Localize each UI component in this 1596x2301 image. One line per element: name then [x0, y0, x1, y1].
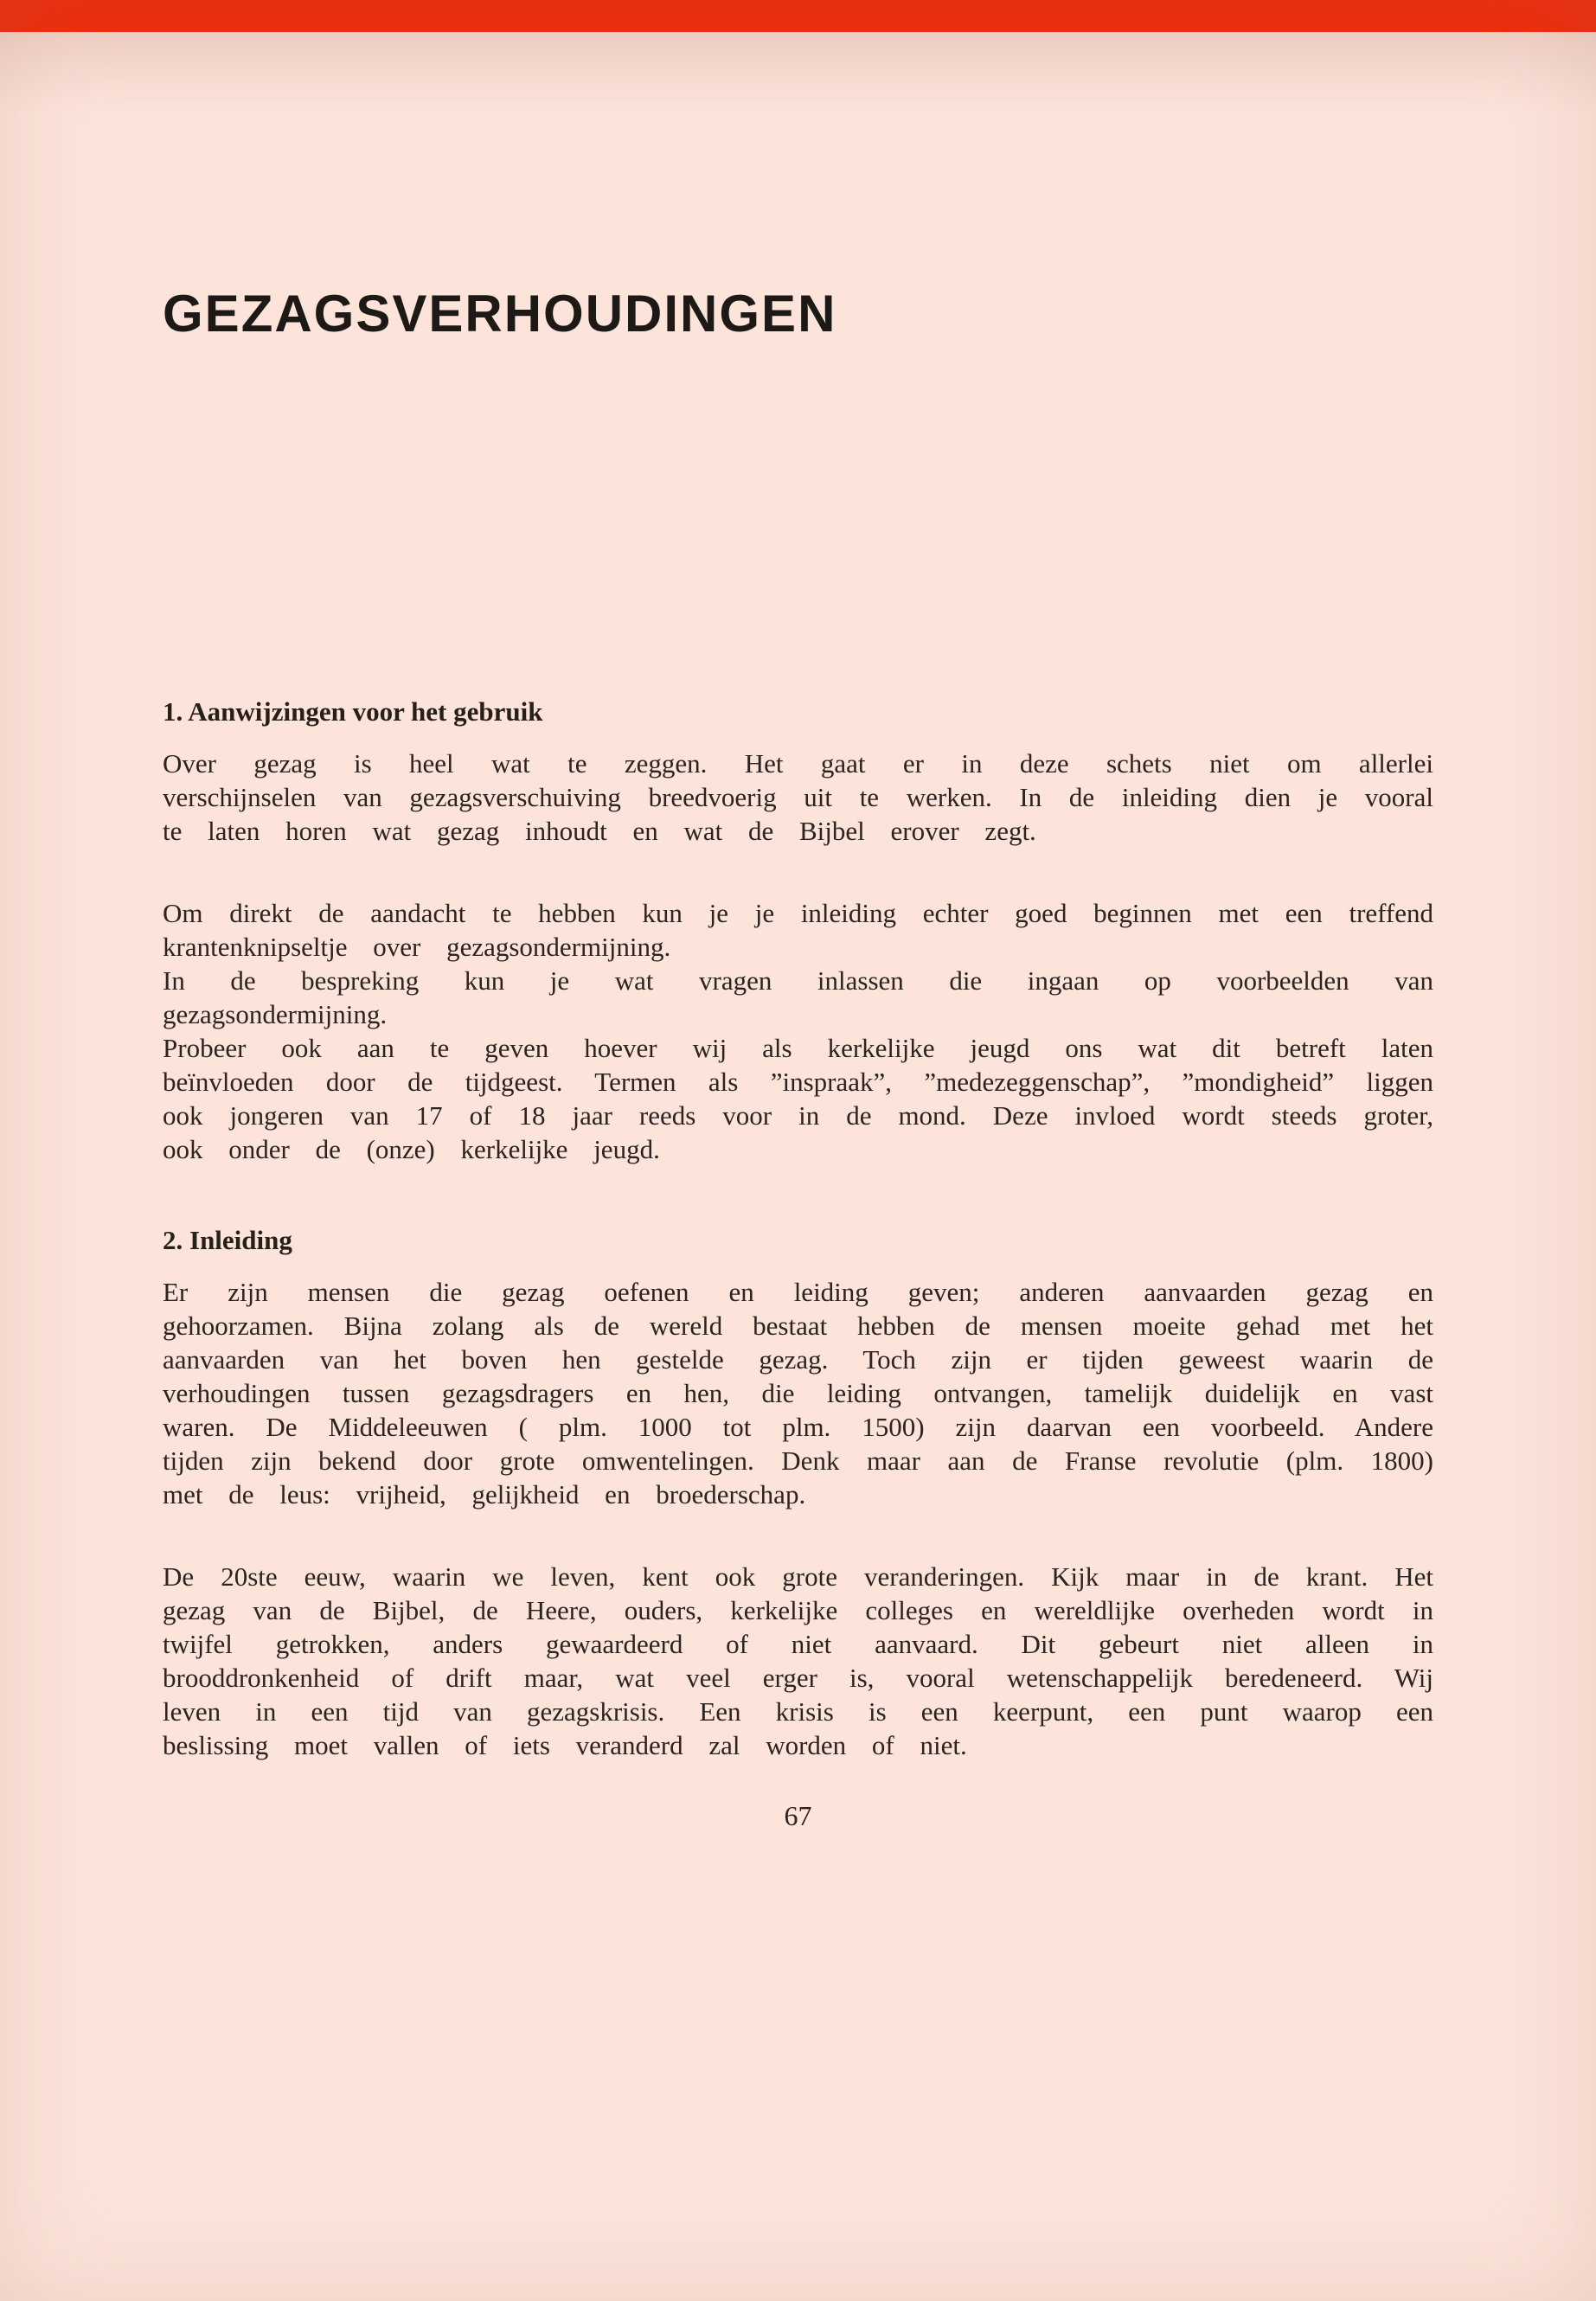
section-inleiding: [163, 1225, 1433, 1762]
section2-heading: 2. Inleiding: [163, 1225, 292, 1255]
section2-paragraph-2: De 20ste eeuw, waarin we leven, kent ook grote veranderingen. Kijk maar in de krant. Het gezag van de Bijbel, de Heere, ouders, kerkelijke colleges en wereldlijke overheden wordt in twijfel getrokken, anders gewaardeerd of niet aanvaard. Dit gebeurt niet alleen in brooddronkenheid of drift maar, wat veel erger is, vooral wetenschappelijk beredeneerd. Wij leven in een tijd van gezagskrisis. Een krisis is een keerpunt, een punt waarop een beslissing moet vallen of iets veranderd zal worden of niet.: [163, 1561, 1433, 1760]
section1-paragraph-2c: Probeer ook aan te geven hoever wij als kerkelijke jeugd ons wat dit betreft laten beïnvloeden door de tijdgeest. Termen als ”inspraak”, ”medezeggenschap”, ”mondigheid” liggen ook jongeren van 17 of 18 jaar reeds voor in de mond. Deze invloed wordt steeds groter, ook onder de (onze) kerkelijke jeugd.: [163, 1033, 1433, 1164]
page-number: 67: [784, 1800, 812, 1831]
page-title: GEZAGSVERHOUDINGEN: [163, 285, 837, 343]
section1-paragraph-2a: Om direkt de aandacht te hebben kun je je inleiding echter goed beginnen met een treffend krantenknipseltje over gezagsondermijning.: [163, 898, 1433, 962]
section1-paragraph-2b: In de bespreking kun je wat vragen inlassen die ingaan op voorbeelden van gezagsondermijning.: [163, 965, 1433, 1029]
section-aanwijzingen: [163, 696, 1433, 1166]
section1-paragraph-1: Over gezag is heel wat te zeggen. Het gaat er in deze schets niet om allerlei verschijnselen van gezagsverschuiving breedvoerig uit te werken. In de inleiding dien je vooral te laten horen wat gezag inhoudt en wat de Bijbel erover zegt.: [163, 748, 1433, 846]
section2-paragraph-1: Er zijn mensen die gezag oefenen en leiding geven; anderen aanvaarden gezag en gehoorzamen. Bijna zolang als de wereld bestaat hebben de mensen moeite gehad met het aanvaarden van het boven hen gestelde gezag. Toch zijn er tijden geweest waarin de verhoudingen tussen gezagsdragers en hen, die leiding ontvangen, tamelijk duidelijk en vast waren. De Middeleeuwen ( plm. 1000 tot plm. 1500) zijn daarvan een voorbeeld. Andere tijden zijn bekend door grote omwentelingen. Denk maar aan de Franse revolutie (plm. 1800) met de leus: vrijheid, gelijkheid en broederschap.: [163, 1277, 1433, 1509]
section1-heading: 1. Aanwijzingen voor het gebruik: [163, 696, 543, 727]
